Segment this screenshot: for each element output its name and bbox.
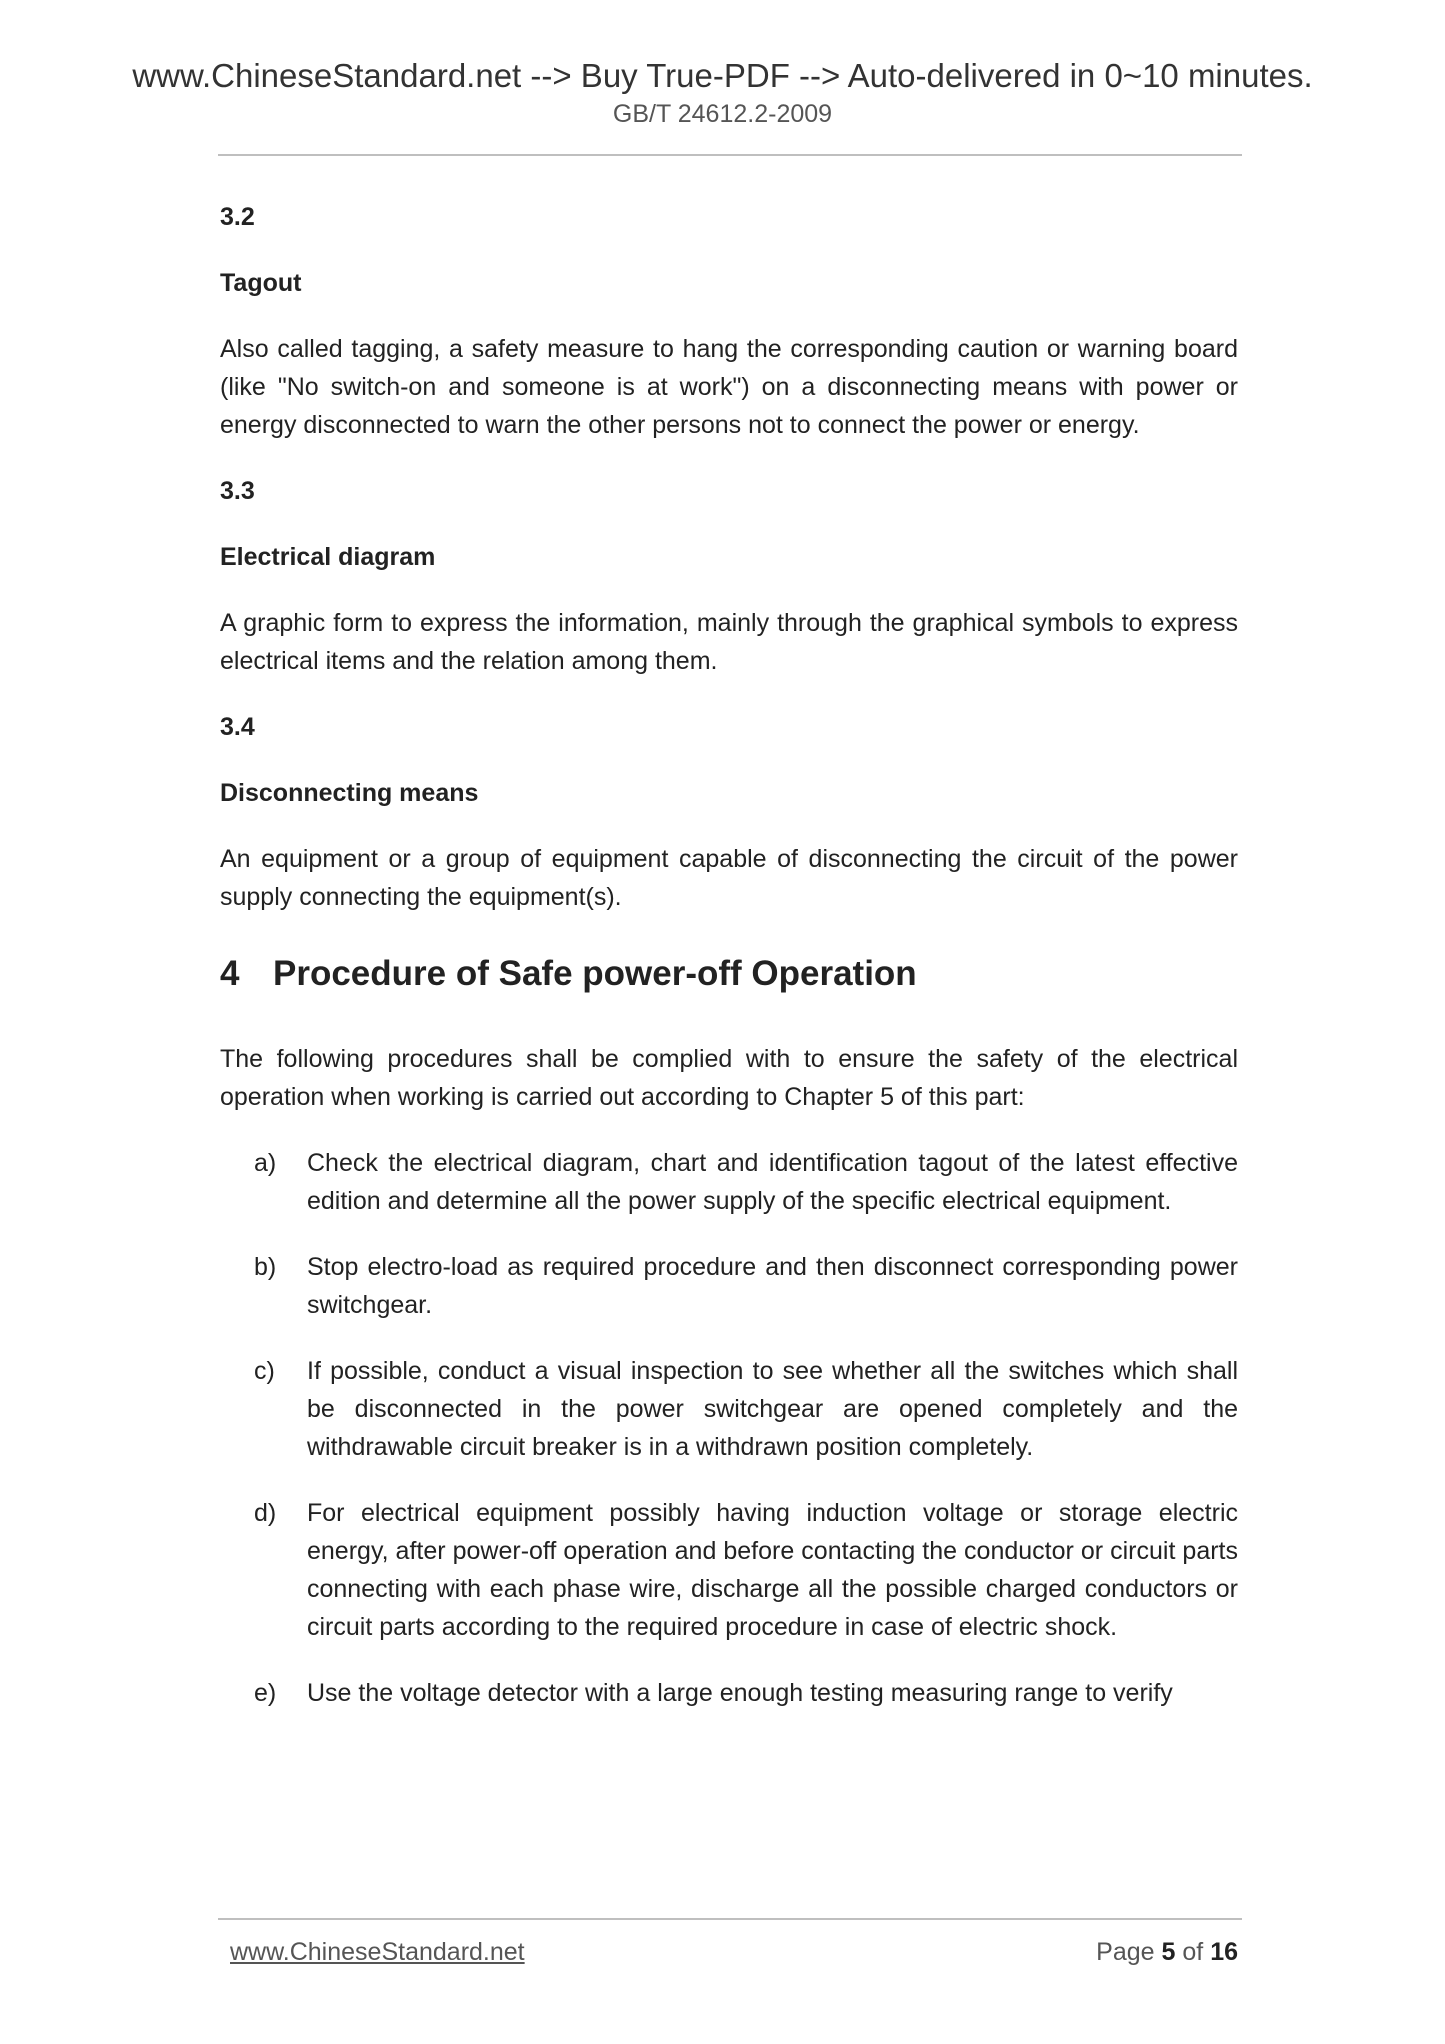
list-item xyxy=(220,1494,1238,1646)
page-footer xyxy=(230,1934,1238,1970)
list-item xyxy=(220,1248,1238,1324)
header-doc-id: GB/T 24612.2-2009 xyxy=(612,100,833,128)
clause-number: 3.3 xyxy=(220,477,255,505)
list-marker: d) xyxy=(254,1499,277,1527)
clause-term: Disconnecting means xyxy=(220,779,479,807)
section-title: Procedure of Safe power-off Operation xyxy=(273,954,917,993)
clause-3-2 xyxy=(220,198,1238,444)
section-heading xyxy=(220,952,1238,996)
clause-term: Electrical diagram xyxy=(220,543,436,571)
header-banner: www.ChineseStandard.net --> Buy True-PDF --> Auto-delivered in 0~10 minutes. xyxy=(132,57,1313,94)
section-intro: The following procedures shall be complied with to ensure the safety of the electrical operation when working is carried out according to Chapter 5 of this part: xyxy=(220,1045,1238,1111)
procedure-list xyxy=(220,1144,1238,1712)
footer-site-link[interactable]: www.ChineseStandard.net xyxy=(230,1938,525,1966)
list-marker: b) xyxy=(254,1253,277,1281)
clause-number: 3.4 xyxy=(220,713,255,741)
list-item-text: If possible, conduct a visual inspection to see whether all the switches which shall be disconnected in the power switchgear are opened completely and the withdrawable circuit breaker is in a withdrawn position completely. xyxy=(307,1357,1238,1461)
list-item-text: Use the voltage detector with a large enough testing measuring range to verify xyxy=(307,1679,1173,1707)
section-number: 4 xyxy=(220,954,240,993)
page-of-label: of xyxy=(1182,1938,1204,1966)
list-item xyxy=(220,1674,1238,1712)
page-label: Page xyxy=(1096,1938,1155,1966)
document-body xyxy=(220,198,1238,1740)
clause-number: 3.2 xyxy=(220,203,255,231)
clause-definition: Also called tagging, a safety measure to hang the corresponding caution or warning board (like "No switch-on and someone is at work") on a disconnecting means with power or energy disconnected to warn the other persons not to connect the power or energy. xyxy=(220,335,1238,439)
list-item-text: Stop electro-load as required procedure and then disconnect corresponding power switchgear. xyxy=(307,1253,1238,1319)
clause-term: Tagout xyxy=(220,269,302,297)
clause-3-4 xyxy=(220,708,1238,916)
footer-rule xyxy=(218,1918,1242,1920)
page-indicator xyxy=(1096,1934,1238,1970)
list-item-text: For electrical equipment possibly having induction voltage or storage electric energy, after power-off operation and before contacting the conductor or circuit parts connecting with each phase wire, discharge all the possible charged conductors or circuit parts according to the required procedure in case of electric shock. xyxy=(307,1499,1238,1641)
page-current: 5 xyxy=(1161,1938,1176,1966)
page-header xyxy=(0,56,1445,132)
list-marker: c) xyxy=(254,1357,275,1385)
clause-definition: A graphic form to express the information, mainly through the graphical symbols to express electrical items and the relation among them. xyxy=(220,609,1238,675)
list-marker: e) xyxy=(254,1679,277,1707)
page-total: 16 xyxy=(1210,1938,1238,1966)
list-marker: a) xyxy=(254,1149,277,1177)
list-item xyxy=(220,1144,1238,1220)
list-item-text: Check the electrical diagram, chart and identification tagout of the latest effective edition and determine all the power supply of the specific electrical equipment. xyxy=(307,1149,1238,1215)
header-rule xyxy=(218,154,1242,156)
list-item xyxy=(220,1352,1238,1466)
clause-3-3 xyxy=(220,472,1238,680)
clause-definition: An equipment or a group of equipment capable of disconnecting the circuit of the power supply connecting the equipment(s). xyxy=(220,845,1238,911)
